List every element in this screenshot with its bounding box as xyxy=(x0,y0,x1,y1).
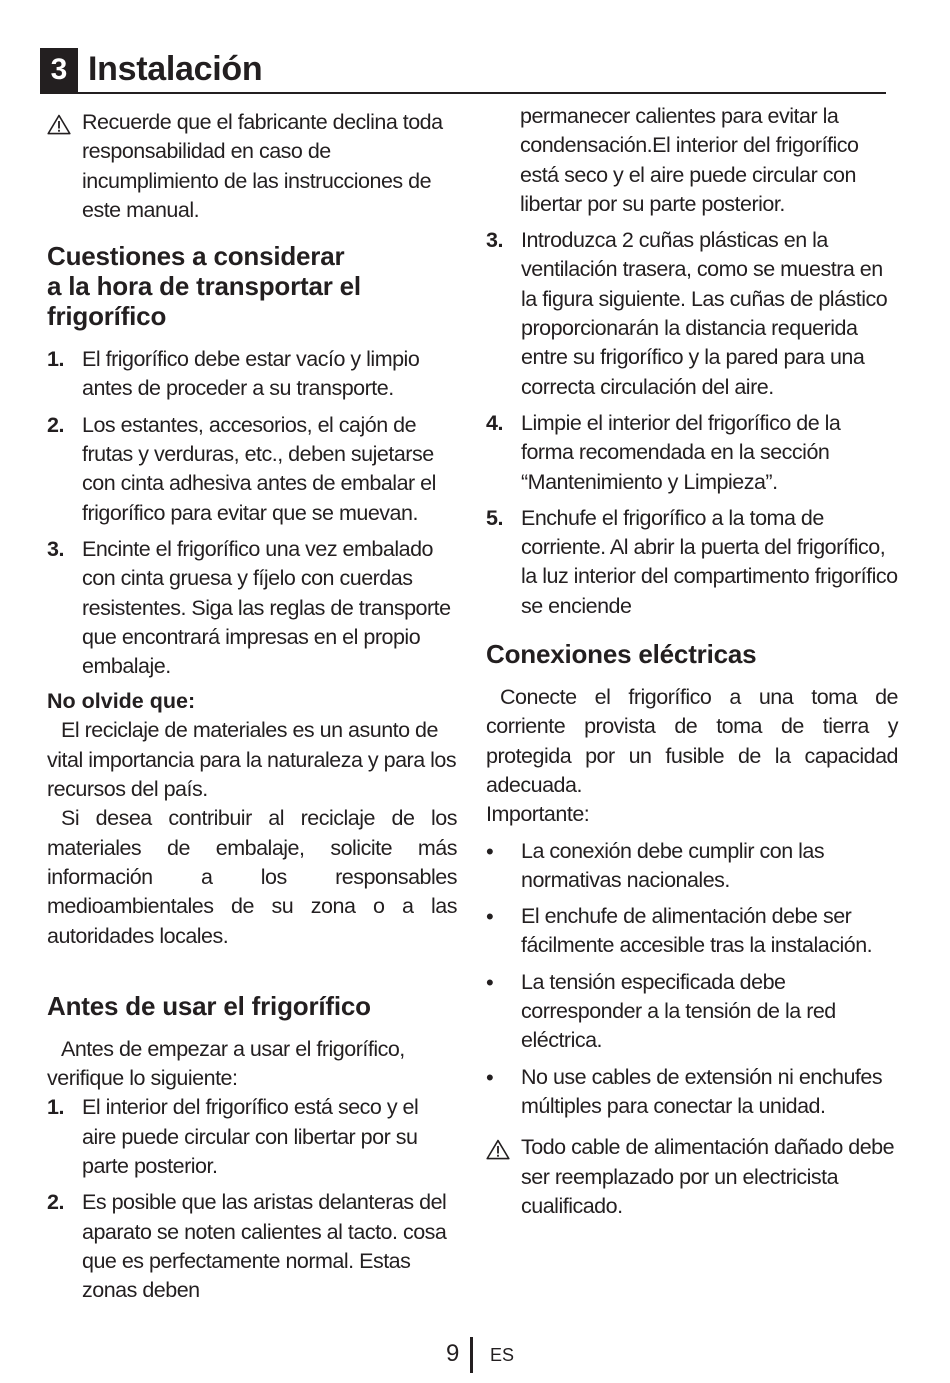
list-item xyxy=(486,226,898,402)
page-footer xyxy=(0,1337,950,1373)
electrical-paragraph: Conecte el frigorífico a una toma de corriente provista de toma de tierra y protegida por un fusible de la capacidad adecuada. xyxy=(486,685,898,797)
bullet-marker: • xyxy=(486,838,494,864)
reminder-paragraph: Si desea contribuir al reciclaje de los materiales de embalaje, solicite más información a los responsables medioambientales de su zona o a las autoridades locales. xyxy=(47,806,457,948)
before-use-list xyxy=(47,1093,457,1305)
bullet-marker: • xyxy=(486,904,494,930)
item-text: Enchufe el frigorífico a la toma de corriente. Al abrir la puerta del frigorífico, la luz interior del compartimento frigorífico se enciende xyxy=(521,505,898,618)
list-item xyxy=(486,968,898,1056)
item-text: Es posible que las aristas delanteras del aparato se noten calientes al tacto. cosa que es perfectamente normal. Estas zonas deben xyxy=(82,1190,447,1303)
cable-warning xyxy=(486,1133,898,1221)
item-number: 3. xyxy=(486,228,503,253)
list-item xyxy=(47,1188,457,1305)
list-item xyxy=(47,345,457,404)
right-column xyxy=(486,102,898,1221)
important-label: Importante: xyxy=(486,802,590,827)
chapter-title: Instalación xyxy=(88,50,263,88)
language-code: ES xyxy=(490,1345,515,1365)
list-item xyxy=(486,902,898,961)
item-text: El frigorífico debe estar vacío y limpio antes de proceder a su transporte. xyxy=(82,347,420,401)
item-text: No use cables de extensión ni enchufes múltiples para conectar la unidad. xyxy=(521,1064,883,1118)
item-text: Introduzca 2 cuñas plásticas en la ventilación trasera, como se muestra en la figura siguiente. Las cuñas de plástico proporcionarán la distancia requerida entre su frigorífico y la pared para una correcta circulación del aire. xyxy=(521,228,888,399)
item-text: La tensión especificada debe corresponder a la tensión de la red eléctrica. xyxy=(521,969,836,1053)
bullet-marker: • xyxy=(486,969,494,995)
warning-triangle-icon xyxy=(486,1139,510,1160)
continuation-text: permanecer calientes para evitar la condensación.El interior del frigorífico está seco y el aire puede circular con libertar por su parte posterior. xyxy=(520,104,859,216)
footer-divider xyxy=(470,1337,473,1373)
item-number: 5. xyxy=(486,505,503,530)
before-use-heading: Antes de usar el frigorífico xyxy=(47,990,371,1021)
item-text: Limpie el interior del frigorífico de la forma recomendada en la sección “Mantenimiento y Limpieza”. xyxy=(521,410,841,494)
item-number: 2. xyxy=(47,1190,64,1215)
item-text: Los estantes, accesorios, el cajón de frutas y verduras, etc., deben sujetarse con cinta adhesiva antes de embalar el frigorífico para evitar que se muevan. xyxy=(82,412,436,525)
before-use-list-continued xyxy=(486,226,898,621)
transport-heading-line: a la hora de transportar el xyxy=(47,271,361,302)
item-number: 1. xyxy=(47,347,64,372)
item-number: 4. xyxy=(486,410,503,435)
transport-heading xyxy=(47,241,457,331)
item-number: 2. xyxy=(47,412,64,437)
list-item xyxy=(486,1063,898,1122)
list-item xyxy=(486,409,898,497)
transport-heading-line: frigorífico xyxy=(47,301,167,332)
item-number: 1. xyxy=(47,1095,64,1120)
chapter-number: 3 xyxy=(40,48,78,92)
item-number: 3. xyxy=(47,536,64,561)
electrical-heading: Conexiones eléctricas xyxy=(486,639,757,670)
list-item xyxy=(486,504,898,621)
item-text: La conexión debe cumplir con las normativas nacionales. xyxy=(521,838,825,892)
item-text: Encinte el frigorífico una vez embalado con cinta gruesa y fíjelo con cuerdas resistentes. Siga las reglas de transporte que encontrará impresas en el propio embalaje. xyxy=(82,536,451,679)
warning-text: Todo cable de alimentación dañado debe ser reemplazado por un electricista cualificado. xyxy=(521,1135,895,1218)
chapter-header xyxy=(40,46,886,94)
reminder-heading: No olvide que: xyxy=(47,689,196,714)
reminder-paragraph: El reciclaje de materiales es un asunto de vital importancia para la naturaleza y para los recursos del país. xyxy=(47,718,457,802)
before-use-intro: Antes de empezar a usar el frigorífico, verifique lo siguiente: xyxy=(47,1036,405,1091)
warning-note xyxy=(47,108,457,225)
list-item xyxy=(47,411,457,528)
item-text: El interior del frigorífico está seco y el aire puede circular con libertar por su parte posterior. xyxy=(82,1095,419,1179)
list-item xyxy=(47,535,457,681)
left-column xyxy=(47,102,457,1306)
warning-triangle-icon xyxy=(47,114,71,135)
transport-list xyxy=(47,345,457,681)
list-item xyxy=(47,1093,457,1181)
item-text: El enchufe de alimentación debe ser fácilmente accesible tras la instalación. xyxy=(521,904,873,958)
warning-text: Recuerde que el fabricante declina toda responsabilidad en caso de incumplimiento de las instrucciones de este manual. xyxy=(82,110,443,222)
page-number: 9 xyxy=(446,1340,460,1367)
electrical-bullets xyxy=(486,837,898,1122)
list-item xyxy=(486,837,898,896)
bullet-marker: • xyxy=(486,1064,494,1090)
transport-heading-line: Cuestiones a considerar xyxy=(47,241,345,272)
